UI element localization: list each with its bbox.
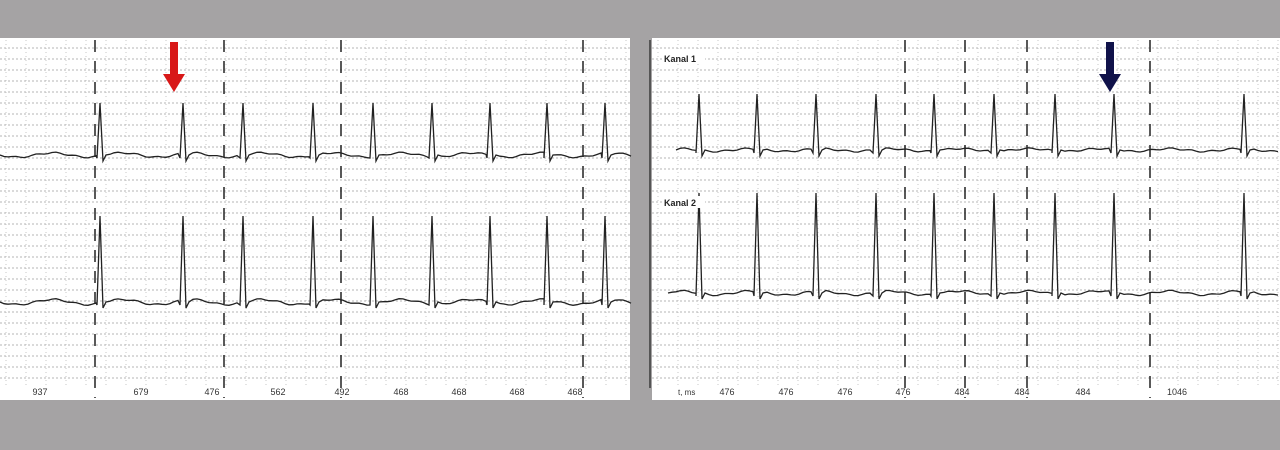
left-rr-value: 562 (270, 387, 286, 397)
right-rr-value: 484 (1014, 387, 1030, 397)
left-rr-value: 492 (334, 387, 350, 397)
left-rr-value: 468 (509, 387, 525, 397)
right-rr-value: 1046 (1166, 387, 1188, 397)
red-arrow-shaft (170, 42, 178, 76)
channel-2-label: Kanal 2 (664, 198, 697, 208)
left-rr-value: 679 (133, 387, 149, 397)
left-ecg-panel (0, 38, 631, 400)
blue-arrow-shaft (1106, 42, 1114, 76)
right-rr-value: 476 (719, 387, 735, 397)
right-rr-value: 484 (954, 387, 970, 397)
right-rr-value: 476 (837, 387, 853, 397)
rr-axis-label: t, ms (678, 388, 696, 397)
right-rr-value: 476 (778, 387, 794, 397)
left-rr-value: 937 (32, 387, 48, 397)
left-rr-value: 476 (204, 387, 220, 397)
channel-1-label: Kanal 1 (664, 54, 697, 64)
right-rr-value: 476 (895, 387, 911, 397)
left-rr-value: 468 (393, 387, 409, 397)
right-ecg-panel (650, 38, 1280, 400)
left-rr-value: 468 (567, 387, 583, 397)
left-rr-value: 468 (451, 387, 467, 397)
right-rr-value: 484 (1075, 387, 1091, 397)
